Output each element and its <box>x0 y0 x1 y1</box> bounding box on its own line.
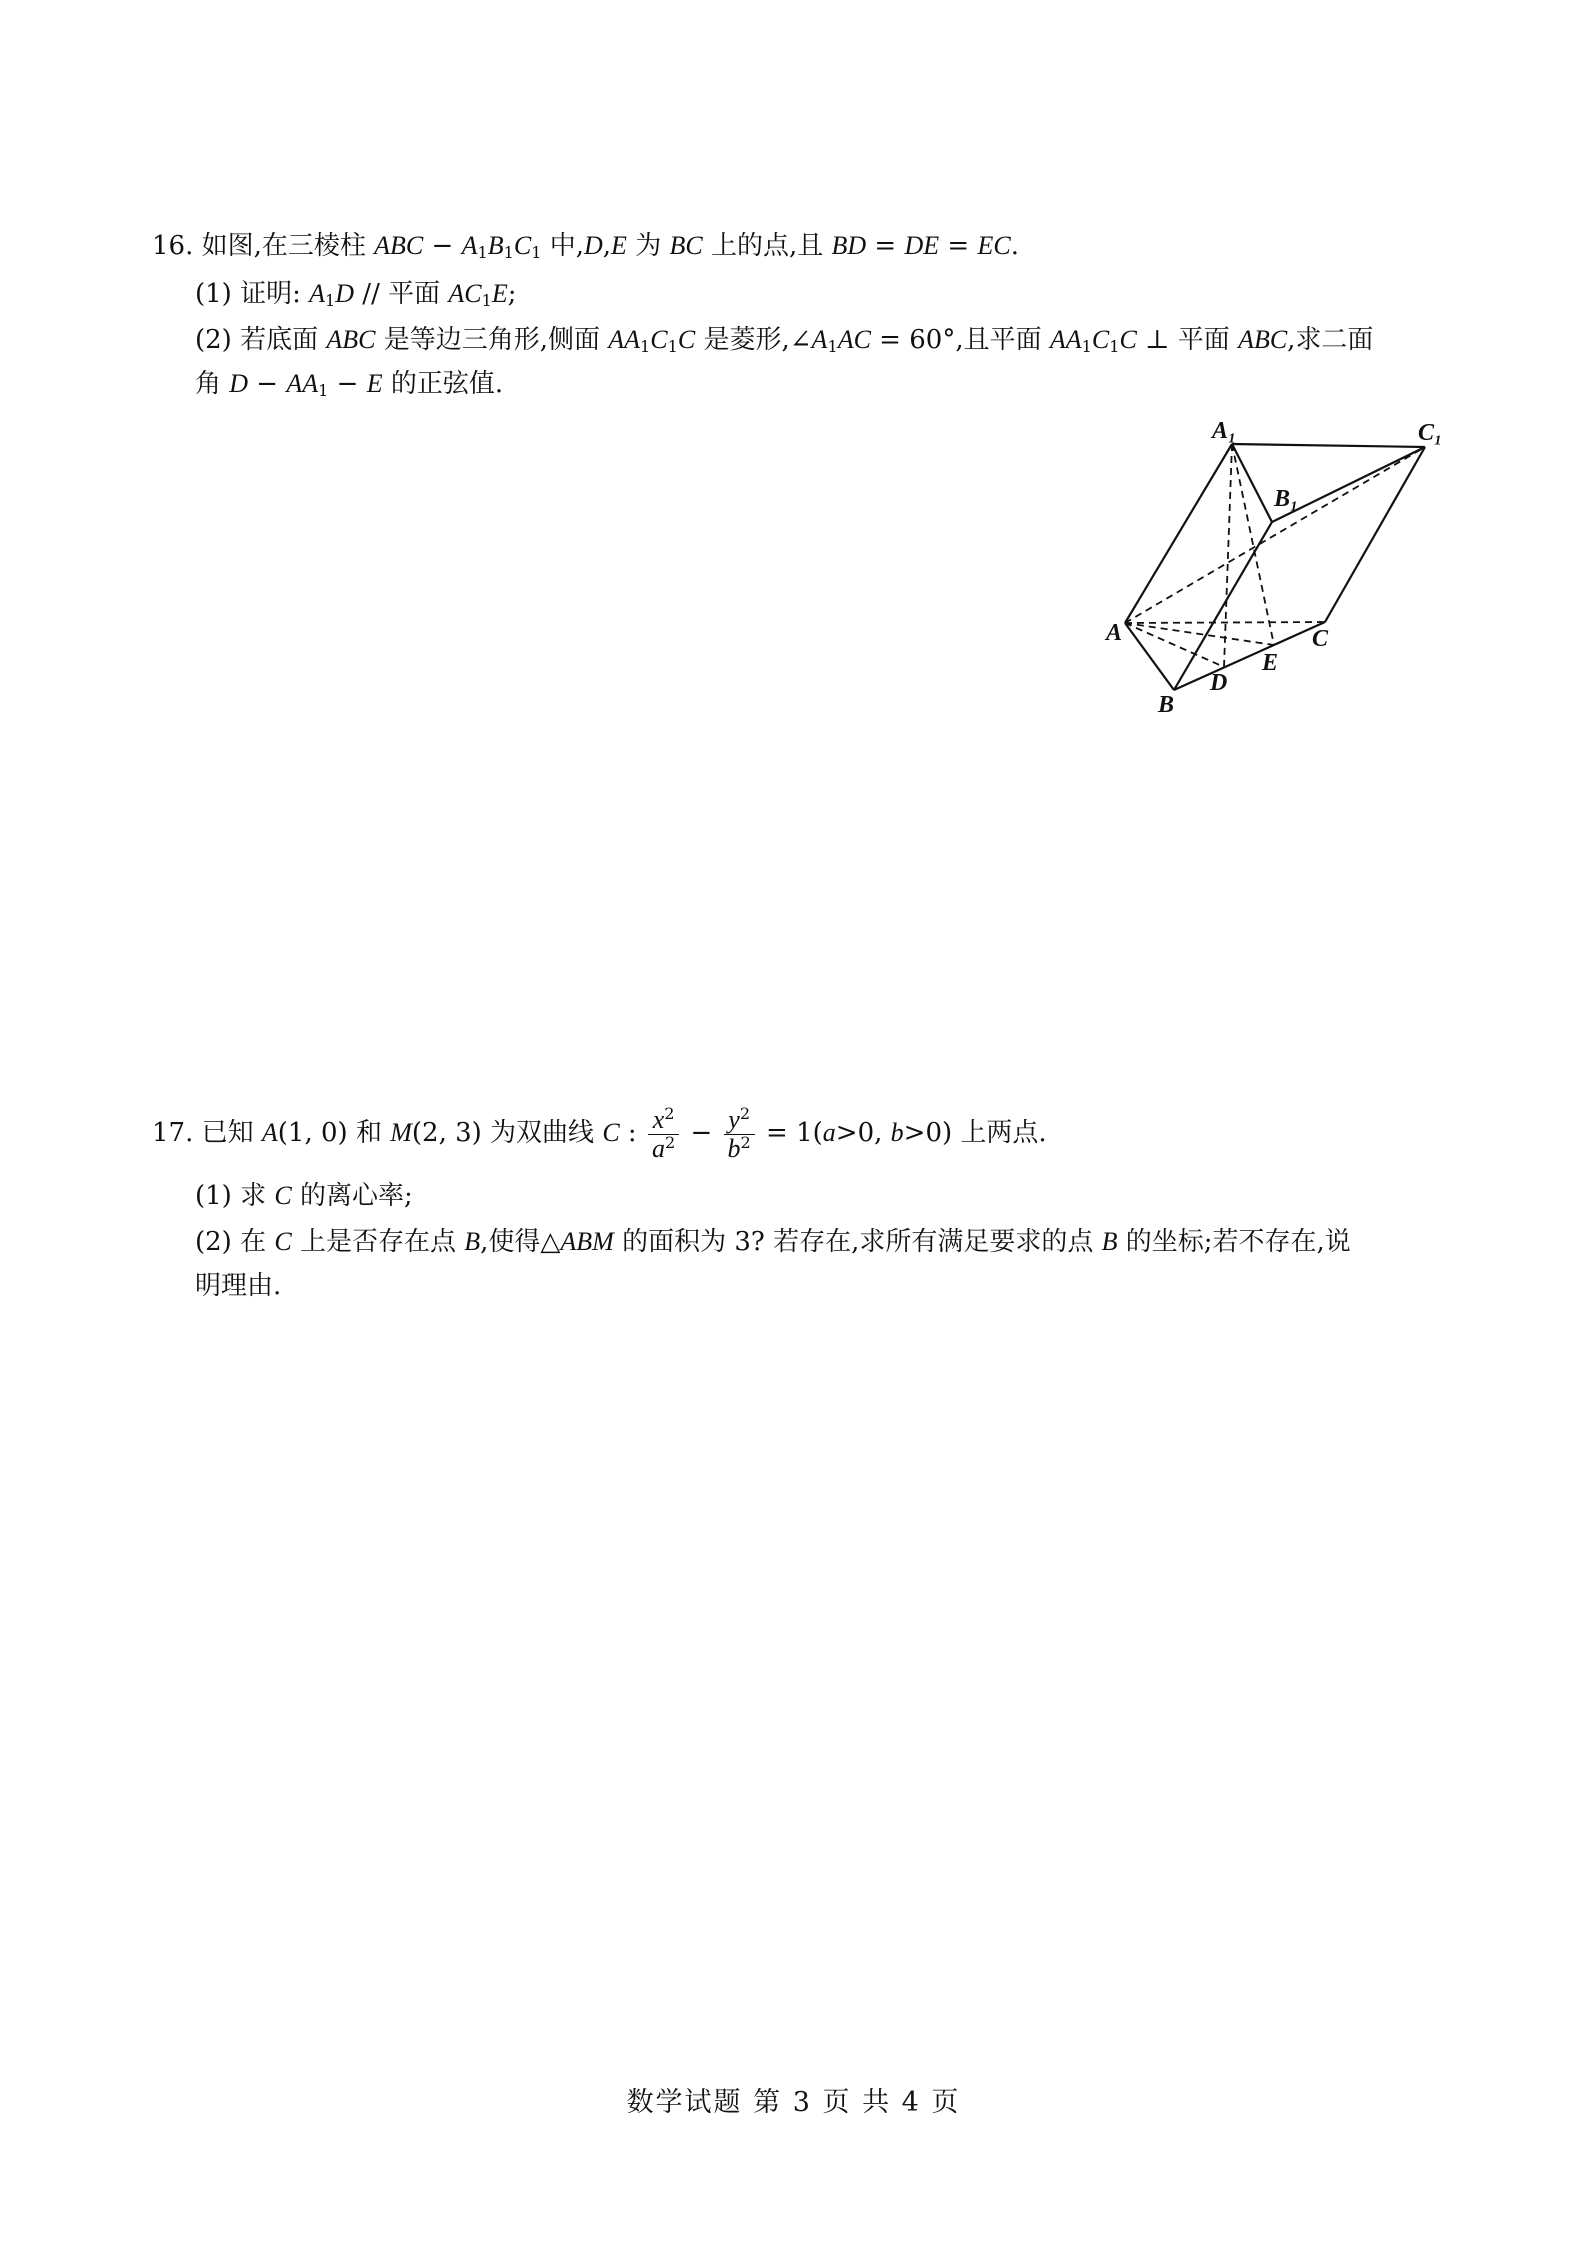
q17-part1: (1) 求 C 的离心率; <box>195 1181 413 1211</box>
label-A: A <box>1106 620 1123 646</box>
edge-B1-B <box>1174 522 1272 690</box>
edge-A-C1 <box>1125 447 1425 623</box>
edge-A1-C1 <box>1232 444 1425 447</box>
fraction-y2-b2: $\frac{y^2}{b^2}$ <box>724 1106 755 1163</box>
fraction-x2-a2: $\frac{x^2}{a^2}$ <box>648 1106 679 1163</box>
edge-A1-D <box>1224 444 1232 667</box>
q16-part2-line1: (2) 若底面 ABC 是等边三角形,侧面 $AA_1C_1C$ 是菱形$,\angle A_1AC = 60^\circ$,且平面 $AA_1C_1C$ ⊥ 平面 ABC,求二面 <box>195 325 1374 357</box>
q16-part2-line2: 角 $D - AA_1 - E$ 的正弦值. <box>195 369 504 401</box>
page-footer: 数学试题 第 3 页 共 4 页 <box>626 2087 961 2118</box>
q17-part2-line1: (2) 在 C 上是否存在点 B,使得△ABM 的面积为 3? 若存在,求所有满足要求的点 B 的坐标;若不存在,说 <box>195 1227 1351 1257</box>
edge-B-C <box>1174 622 1325 690</box>
q16-number: 16. <box>152 231 194 261</box>
edge-A-C <box>1125 622 1325 623</box>
q16-stem: 16. 如图,在三棱柱 ABC − $A_1B_1C_1$ 中,D,E 为 BC 上的点,且 BD = DE = EC. <box>152 231 1019 263</box>
edge-C-C1 <box>1325 447 1425 622</box>
edge-A1-E <box>1232 444 1274 645</box>
edge-A1-A <box>1125 444 1232 623</box>
edge-A1-B1 <box>1232 444 1272 522</box>
label-E: E <box>1262 650 1279 676</box>
prism-figure <box>1090 410 1470 720</box>
q17-part2-line2: 明理由. <box>195 1271 282 1301</box>
label-B: B <box>1158 692 1175 718</box>
q17-number: 17. <box>152 1118 194 1148</box>
edge-A-E <box>1125 623 1274 645</box>
q17-stem: 17. 已知 A(1, 0) 和 M(2, 3) 为双曲线 C : $\frac{x^2}{a^2}$ − $\frac{y^2}{b^2}$ = 1(a>0, b>0) 上两点. <box>152 1103 1047 1163</box>
label-C: C <box>1312 626 1329 652</box>
q16-part1: (1) 证明: $A_1D$ // 平面 $AC_1E$; <box>195 279 517 311</box>
label-D: D <box>1210 670 1228 696</box>
label-C1: C₁ <box>1418 420 1443 446</box>
label-A1: A₁ <box>1212 418 1237 444</box>
label-B1: B₁ <box>1274 486 1299 512</box>
